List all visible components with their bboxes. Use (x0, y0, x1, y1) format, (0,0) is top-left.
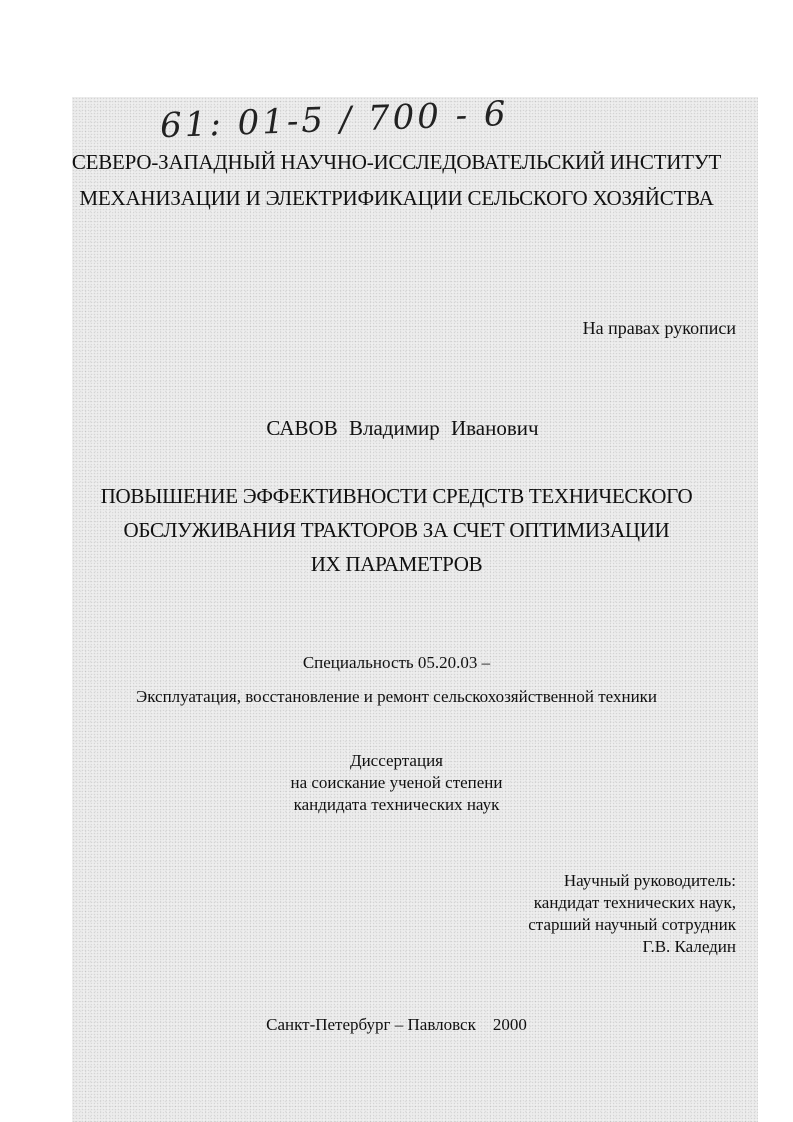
title-line-2: ОБСЛУЖИВАНИЯ ТРАКТОРОВ ЗА СЧЕТ ОПТИМИЗАЦИИ (123, 518, 670, 542)
degree-line-1: на соискание ученой степени (290, 773, 503, 792)
institute-name-line-1: СЕВЕРО-ЗАПАДНЫЙ НАУЧНО-ИССЛЕДОВАТЕЛЬСКИЙ ИНСТИТУТ (71, 150, 722, 174)
scanned-page-background (72, 97, 758, 1122)
supervisor-name: Г.В. Каледин (642, 937, 736, 956)
author-name: САВОВ Владимир Иванович (266, 416, 539, 440)
institute-name-line-2: МЕХАНИЗАЦИИ И ЭЛЕКТРИФИКАЦИИ СЕЛЬСКОГО ХОЗЯЙСТВА (79, 186, 714, 210)
manuscript-rights-note: На правах рукописи (582, 318, 736, 338)
degree-line-2: кандидата технических наук (293, 795, 500, 814)
handwritten-archive-number: 61: 01-5 / 700 - 6 (159, 93, 510, 147)
supervisor-heading: Научный руководитель: (563, 871, 736, 890)
supervisor-position: старший научный сотрудник (528, 915, 736, 934)
supervisor-block (528, 870, 736, 958)
supervisor-degree: кандидат технических наук, (533, 893, 736, 912)
title-line-3: ИХ ПАРАМЕТРОВ (310, 552, 483, 576)
place-and-year: Санкт-Петербург – Павловск 2000 (266, 1015, 527, 1034)
specialty-description: Эксплуатация, восстановление и ремонт сельскохозяйственной техники (135, 687, 658, 706)
title-line-1: ПОВЫШЕНИЕ ЭФФЕКТИВНОСТИ СРЕДСТВ ТЕХНИЧЕСКОГО (100, 484, 693, 508)
dissertation-label: Диссертация (349, 751, 443, 770)
specialty-code: Специальность 05.20.03 – (302, 653, 491, 672)
